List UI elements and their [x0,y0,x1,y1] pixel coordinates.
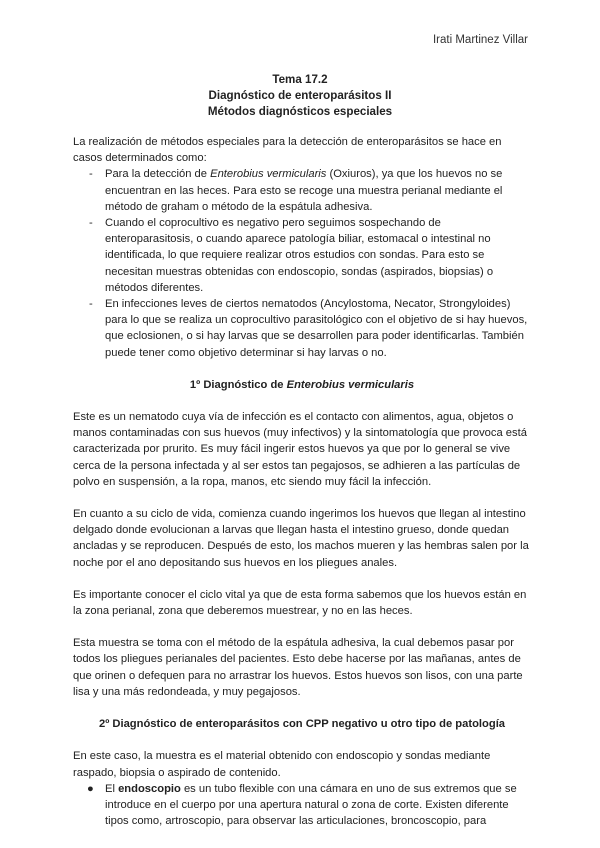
intro-paragraph: La realización de métodos especiales para la detección de enteroparásitos se hace en casos determinados como: [73,136,502,165]
section-1-paragraph: Es importante conocer el ciclo vital ya que de esta forma sabemos que los huevos están en la zona perianal, zona que deberemos muestrear, y no en las heces. [73,588,527,618]
author-name: Irati Martinez Villar [432,34,528,46]
intro-list-item: - Cuando el coprocultivo es negativo pero seguimos sospechando de enteroparasitosis, o cuando aparece patología biliar, estomacal o intestinal no identificada, lo que requiere realizar otros estudios con sondas. Para esto se necesitan muestras obtenidas con endoscopio, sondas (aspirados, biopsias) o métodos diferentes. [73,215,531,296]
section-2-list-item: ● El endoscopio es un tubo flexible con una cámara en uno de sus extremos que se introduce en el cuerpo por una apertura natural o zona de corte. Existen diferente tipos como, artroscopio, para observar las articulaciones, broncoscopio, para [87,782,517,828]
title-line-1: Tema 17.2 [272,73,328,86]
intro-list [73,166,531,360]
section-1-heading: 1º Diagnóstico de Enterobius vermicularis [189,378,415,391]
section-1-paragraph: Este es un nematodo cuya vía de infección es el contacto con alimentos, agua, objetos o manos contaminadas con sus huevos (muy infectivos) y la sintomatología que provoca está caracterizada por prurito. Es muy fácil ingerir estos huevos ya que por lo general se vive cerca de la persona infectada y al ser estos tan pegajosos, se adhieren a las partículas de polvo en suspensión, a la ropa, manos, etc siendo muy fácil la infección. [73,411,527,488]
document-title [0,72,600,120]
intro-list-item: - En infecciones leves de ciertos nematodos (Ancylostoma, Necator, Strongyloides) para lo que se realiza un coprocultivo parasitológico con el objetivo de si hay huevos, que eclosionen, o si hay larvas que se desarrollen para poder identificarlas. También puede tener como objetivo determinar si hay larvas o no. [73,296,531,361]
species-name: Enterobius vermicularis [210,168,327,181]
endoscopio-term: endoscopio [118,782,181,795]
section-2-list [73,781,531,830]
section-1-paragraph: En cuanto a su ciclo de vida, comienza cuando ingerimos los huevos que llegan al intestino delgado donde evolucionan a larvas que llegan hasta el intestino grueso, donde quedan ancladas y se reproducen. Después de esto, los machos mueren y las hembras salen por la noche por el ano depositando sus huevos en los pliegues anales. [73,508,529,569]
section-1-paragraph: Esta muestra se toma con el método de la espátula adhesiva, la cual debemos pasar por todos los pliegues perianales del pacientes. Esto debe hacerse por las mañanas, antes de que orinen o defequen para no arrastrar los huevos. Estos huevos son lisos, con una parte lisa y una más redondeada, y muy pegajosos. [73,637,523,698]
title-line-3: Métodos diagnósticos especiales [207,105,393,118]
bullet-icon: ● [87,782,94,795]
section-2-heading: 2º Diagnóstico de enteroparásitos con CPP negativo u otro tipo de patología [98,718,506,731]
section-2-paragraph: En este caso, la muestra es el material obtenido con endoscopio y sondas mediante raspado, biopsia o aspirado de contenido. [73,750,491,779]
document-body [73,134,531,829]
title-line-2: Diagnóstico de enteroparásitos II [208,89,392,102]
intro-list-item: - Para la detección de Enterobius vermicularis (Oxiuros), ya que los huevos no se encuentran en las heces. Para esto se recoge una muestra perianal mediante el método de graham o método de la espátula adhesiva. [73,166,531,215]
